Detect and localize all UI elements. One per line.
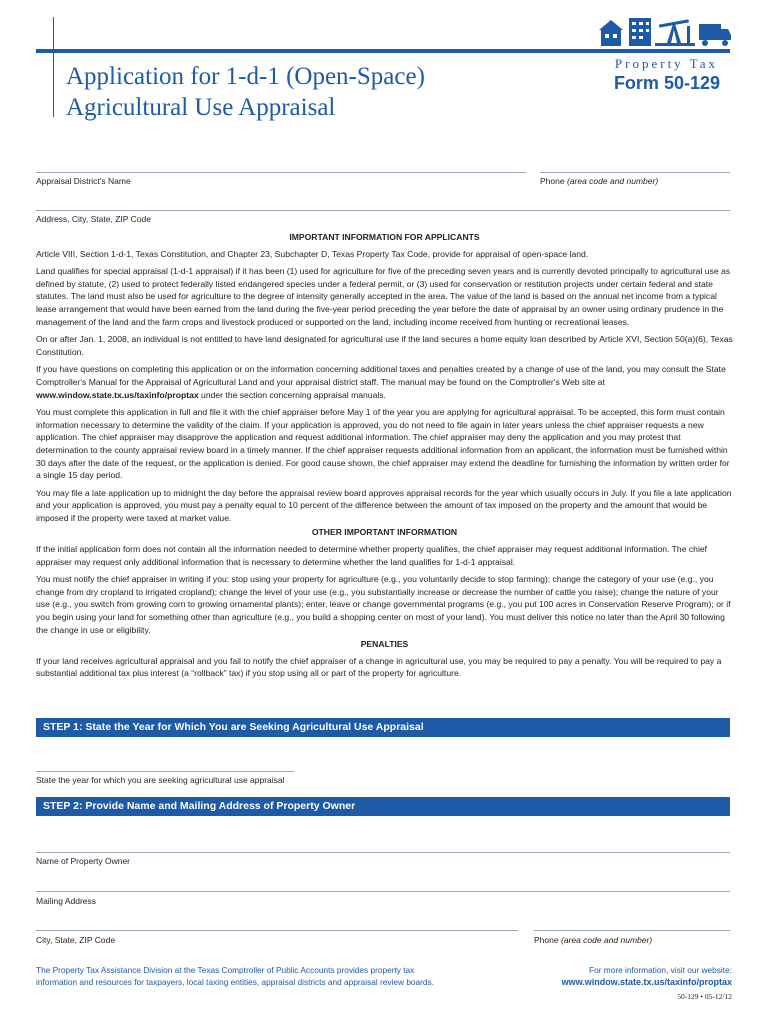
form-code: 50-129 • 05-12/12 bbox=[677, 992, 732, 1001]
info-paragraph-6: You may file a late application up to midnight the day before the appraisal review board approves appraisal records for the year which usually occurs in July. If you file a late application and your application is approved, you must pay a penalty equal to 10 percent of the difference between the amount of tax imposed on the property and the amount that would be imposed if the property were taxed at market value. bbox=[36, 487, 732, 523]
district-name-field[interactable] bbox=[36, 172, 526, 173]
footer-description: The Property Tax Assistance Division at the Texas Comptroller of Public Accounts provides property tax information and resources for taxpayers, local taxing entities, appraisal districts and appraisal review boards. bbox=[36, 965, 434, 987]
district-address-label: Address, City, State, ZIP Code bbox=[36, 214, 151, 224]
owner-city-label: City, State, ZIP Code bbox=[36, 935, 116, 945]
step-2-header: STEP 2: Provide Name and Mailing Address of Property Owner bbox=[36, 797, 730, 816]
form-title bbox=[66, 61, 425, 123]
info-paragraph-5: You must complete this application in full and file it with the chief appraiser before May 1 of the year you are applying for agricultural appraisal. To be accepted, this form must contain information necessary to determine the validity of the claim. If your application is approved, you do not need to file again in later years unless the chief appraiser requests a new application. The chief appraiser may disapprove the application and request additional information. The chief appraiser may deny the application and you may protest that determination to the county appraisal review board in a timely manner. If the chief appraiser requests additional information from an applicant, the information must be furnished within 30 days after the date of the request, or the application is denied. For good cause shown, the chief appraiser may extend the deadline for furnishing the information by written order for a single 15 day period. bbox=[36, 407, 730, 481]
house-icon bbox=[599, 20, 623, 46]
form-number: Form 50-129 bbox=[613, 73, 720, 93]
oil-pump-icon bbox=[655, 19, 695, 46]
info-paragraph-1: Article VIII, Section 1-d-1, Texas Constitution, and Chapter 23, Subchapter D, Texas Property Tax Code, provide for appraisal of open-space land. bbox=[36, 248, 589, 259]
comptroller-link[interactable]: www.window.state.tx.us/taxinfo/proptax bbox=[36, 389, 199, 400]
district-phone-field[interactable] bbox=[540, 172, 730, 173]
truck-icon bbox=[699, 24, 731, 46]
district-address-field[interactable] bbox=[36, 210, 730, 211]
owner-phone-label: Phone (area code and number) bbox=[534, 935, 653, 945]
building-icon bbox=[629, 18, 651, 46]
heading-important-info: IMPORTANT INFORMATION FOR APPLICANTS bbox=[289, 232, 480, 242]
owner-phone-field[interactable] bbox=[534, 930, 730, 931]
appraisal-year-field[interactable] bbox=[36, 771, 294, 772]
form-category: Property Tax bbox=[614, 56, 718, 71]
owner-city-field[interactable] bbox=[36, 930, 518, 931]
information-section bbox=[36, 231, 733, 685]
owner-name-label: Name of Property Owner bbox=[36, 856, 131, 866]
step-1-header: STEP 1: State the Year for Which You are Seeking Agricultural Use Appraisal bbox=[36, 718, 730, 737]
info-paragraph-9: If your land receives agricultural appraisal and you fail to notify the chief appraiser of a change in agricultural use, you may be required to pay a penalty. You will be required to pay a substantial additional tax plus interest (a “rollback” tax) if you stop using all or part of the property for agriculture. bbox=[36, 655, 722, 679]
info-paragraph-8: You must notify the chief appraiser in writing if you: stop using your property for agriculture (e.g., you voluntarily decide to stop farming); change the category of your use (e.g., you change from dry cropland to irrigated cropland); change the level of your use (e.g., you substantially increase or decrease the number of cattle you raise); change the nature of your use (e.g., you switch from growing corn to growing ornamental plants); enter, leave or change governmental programs (e.g., you put 100 acres in Conservation Reserve Program); or if you begin using your land for something other than agriculture (e.g., you build a shopping center on most of your land). You must deliver this notice no later than the April 30 following the change in use or eligibility. bbox=[36, 574, 731, 635]
appraisal-year-label: State the year for which you are seeking agricultural use appraisal bbox=[36, 775, 285, 785]
info-paragraph-2: Land qualifies for special appraisal (1-d-1 appraisal) if it has been (1) used for agriculture for five of the preceding seven years and is currently devoted principally to agricultural use as defined by statute, (2) used to protect federally listed endangered species under a federal permit, or (3) used for conservation or restitution projects under certain federal and state statutes. The land must also be used for agriculture to the degree of intensity generally accepted in the area. The value of the land is based on the annual net income from a typical lease arrangement that would have been earned from the land during the five-year period preceding the year before the date of appraisal by an owner using ordinary prudence in the management of the land and the farm crops and livestock produced or supported on the land, including income received from hunting or recreational leases. bbox=[36, 266, 731, 327]
info-paragraph-3: On or after Jan. 1, 2008, an individual is not entitled to have land designated for agricultural use if the land secures a home equity loan described by Article XVI, Section 50(a)(6), Texas Constitution. bbox=[36, 334, 733, 357]
title-line-1: Application for 1-d-1 (Open-Space) bbox=[66, 63, 425, 90]
district-phone-label: Phone (area code and number) bbox=[540, 176, 659, 186]
heading-penalties: PENALTIES bbox=[360, 639, 409, 650]
info-paragraph-7: If the initial application form does not contain all the information needed to determine whether property qualifies, the chief appraiser may request additional information. The chief appraiser may request only additional information that is necessary to determine whether the land qualifies for 1-d-1 appraisal. bbox=[36, 544, 708, 567]
header-vertical-rule bbox=[53, 17, 54, 117]
footer-website-link[interactable]: www.window.state.tx.us/taxinfo/proptax bbox=[561, 977, 732, 987]
header-rule bbox=[36, 49, 730, 53]
property-icons bbox=[597, 14, 731, 48]
footer-more-info: For more information, visit our website: www.window.state.tx.us/taxinfo/proptax bbox=[561, 965, 732, 987]
owner-name-field[interactable] bbox=[36, 852, 730, 853]
info-paragraph-4: If you have questions on completing this application or on the information concerning additional taxes and penalties created by a change of use of the land, you may consult the State Comptroller's Manual for the Appraisal of Agricultural Land and your appraisal district staff. The manual may be found on the Comptroller's Web site at www.window.state.tx.us/taxinfo/proptax under the section concerning appraisal manuals. bbox=[36, 364, 726, 400]
title-line-2: Agricultural Use Appraisal bbox=[66, 94, 336, 121]
district-name-label: Appraisal District's Name bbox=[36, 176, 131, 186]
heading-other-info: OTHER IMPORTANT INFORMATION bbox=[311, 527, 458, 538]
mailing-address-label: Mailing Address bbox=[36, 896, 97, 906]
mailing-address-field[interactable] bbox=[36, 891, 730, 892]
